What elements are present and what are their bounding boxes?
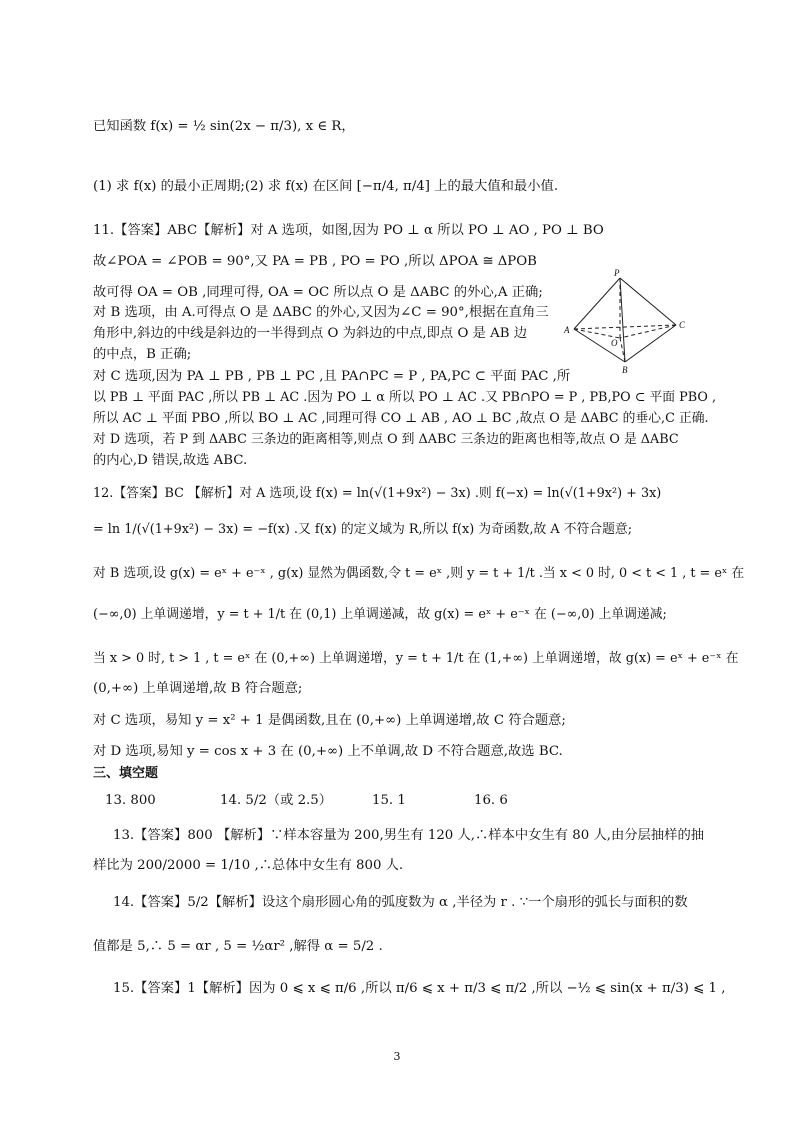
q11-line: 的中点，B 正确; — [93, 347, 192, 362]
problem-questions: (1) 求 f(x) 的最小正周期;(2) 求 f(x) 在区间 [−π/4, π/4] 上的最大值和最小值. — [93, 179, 559, 194]
q11-line: 对 C 选项,因为 PA ⊥ PB , PB ⊥ PC ,且 PA∩PC = P , PA,PC ⊂ 平面 PAC ,所 — [93, 369, 571, 384]
label-o: O — [611, 338, 618, 348]
section-heading: 三、填空题 — [93, 766, 159, 781]
q13-line: 13.【答案】800 【解析】∵样本容量为 200,男生有 120 人,∴样本中女生有 80 人,由分层抽样的抽 — [113, 828, 705, 843]
q14-line: 值都是 5,∴ 5 = αr , 5 = ½αr² ,解得 α = 5/2 . — [93, 939, 383, 954]
edge-bc — [625, 325, 676, 362]
label-b: B — [622, 365, 628, 375]
q11-line: 角形中,斜边的中线是斜边的一半得到点 O 为斜边的中点,即点 O 是 AB 边 — [93, 326, 528, 341]
label-p: P — [614, 268, 620, 278]
answer-16: 16. 6 — [474, 793, 508, 808]
edge-pa — [574, 278, 620, 329]
label-c: C — [679, 320, 686, 330]
answer-15: 15. 1 — [372, 793, 406, 808]
q12-line: 当 x > 0 时, t > 1 , t = eˣ 在 (0,+∞) 上单调递增，y = t + 1/t 在 (1,+∞) 上单调递增，故 g(x) = eˣ + e⁻ˣ 在 — [93, 651, 739, 666]
q12-line: 对 C 选项，易知 y = x² + 1 是偶函数,且在 (0,+∞) 上单调递增,故 C 符合题意; — [93, 713, 566, 728]
q12-line: = ln 1/(√(1+9x²) − 3x) = −f(x) .又 f(x) 的定义域为 R,所以 f(x) 为奇函数,故 A 不符合题意; — [93, 522, 633, 537]
q11-line: 对 D 选项，若 P 到 ΔABC 三条边的距离相等,则点 O 到 ΔABC 三条边的距离也相等,故点 O 是 ΔABC — [93, 432, 679, 447]
q12-line: (0,+∞) 上单调递增,故 B 符合题意; — [93, 681, 303, 696]
q14-line: 14.【答案】5/2【解析】设这个扇形圆心角的弧度数为 α ,半径为 r . ∵一个扇形的弧长与面积的数 — [113, 895, 688, 910]
edge-pb — [620, 278, 625, 362]
pyramid-figure — [562, 266, 692, 376]
q11-line: 的内心,D 错误,故选 ABC. — [93, 453, 248, 468]
q12-line: (−∞,0) 上单调递增，y = t + 1/t 在 (0,1) 上单调递减，故 g(x) = eˣ + e⁻ˣ 在 (−∞,0) 上单调递减; — [93, 607, 667, 622]
q11-line: 11.【答案】ABC【解析】对 A 选项，如图,因为 PO ⊥ α 所以 PO ⊥ AO , PO ⊥ BO — [93, 223, 604, 238]
label-a: A — [564, 325, 570, 335]
q11-line: 故可得 OA = OB ,同理可得, OA = OC 所以点 O 是 ΔABC 的外心,A 正确; — [93, 285, 543, 300]
q13-line: 样比为 200/2000 = 1/10 ,∴总体中女生有 800 人. — [93, 858, 404, 873]
answer-13: 13. 800 — [105, 793, 156, 808]
page-number: 3 — [393, 1050, 401, 1063]
q11-line: 故∠POA = ∠POB = 90°,又 PA = PB , PO = PO ,所以 ΔPOA ≅ ΔPOB — [93, 254, 537, 269]
q12-line: 12.【答案】BC 【解析】对 A 选项,设 f(x) = ln(√(1+9x²) − 3x) .则 f(−x) = ln(√(1+9x²) + 3x) — [93, 486, 662, 501]
q15-line: 15.【答案】1【解析】因为 0 ⩽ x ⩽ π/6 ,所以 π/6 ⩽ x + π/3 ⩽ π/2 ,所以 −½ ⩽ sin(x + π/3) ⩽ 1 , — [113, 981, 726, 996]
edge-pc — [620, 278, 676, 325]
answer-14: 14. 5/2（或 2.5） — [220, 793, 333, 808]
q11-line: 对 B 选项，由 A.可得点 O 是 ΔABC 的外心,又因为∠C = 90°,根据在直角三 — [93, 305, 549, 320]
q11-line: 所以 AC ⊥ 平面 PBO ,所以 BO ⊥ AC ,同理可得 CO ⊥ AB , AO ⊥ BC ,故点 O 是 ΔABC 的垂心,C 正确. — [93, 411, 709, 426]
q12-line: 对 D 选项,易知 y = cos x + 3 在 (0,+∞) 上不单调,故 D 不符合题意,故选 BC. — [93, 744, 563, 759]
problem-statement: 已知函数 f(x) = ½ sin(2x − π/3), x ∈ R， — [93, 119, 355, 134]
q11-line: 以 PB ⊥ 平面 PAC ,所以 PB ⊥ AC .因为 PO ⊥ α 所以 PO ⊥ AC .又 PB∩PO = P , PB,PO ⊂ 平面 PBO , — [93, 390, 717, 405]
q12-line: 对 B 选项,设 g(x) = eˣ + e⁻ˣ , g(x) 显然为偶函数,令 t = eˣ ,则 y = t + 1/t .当 x < 0 时, 0 < t < 1 , t = eˣ 在 — [93, 566, 745, 581]
